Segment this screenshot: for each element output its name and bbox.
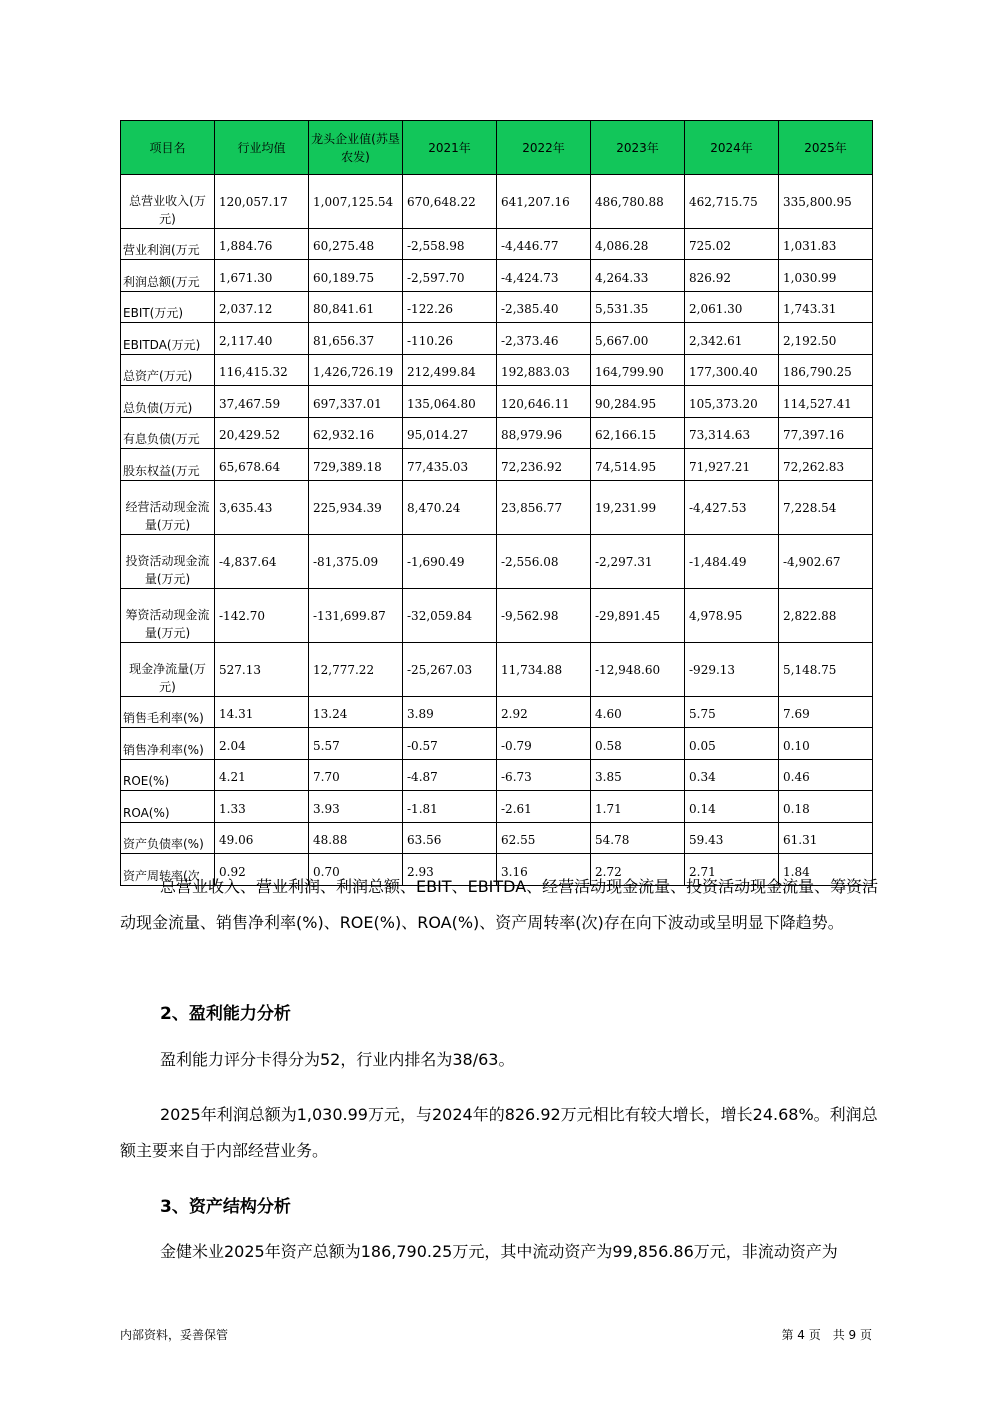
table-cell: -4.87 bbox=[403, 760, 497, 791]
table-cell: 3.85 bbox=[591, 760, 685, 791]
column-header: 2023年 bbox=[591, 121, 685, 175]
asset-structure-paragraph: 金健米业2025年资产总额为186,790.25万元，其中流动资产为99,856.86万元，非流动资产为 bbox=[160, 1242, 838, 1261]
table-cell: 72,262.83 bbox=[779, 449, 873, 481]
profit-total-paragraph: 2025年利润总额为1,030.99万元，与2024年的826.92万元相比有较大增长，增长24.68%。利润总额主要来自于内部经营业务。 bbox=[120, 1105, 878, 1160]
table-cell: -29,891.45 bbox=[591, 589, 685, 643]
table-cell: 729,389.18 bbox=[309, 449, 403, 481]
table-cell: 4,264.33 bbox=[591, 260, 685, 292]
table-cell: 0.18 bbox=[779, 791, 873, 823]
table-cell: 697,337.01 bbox=[309, 386, 403, 418]
table-cell: 2.71 bbox=[685, 854, 779, 886]
row-label: 营业利润(万元 bbox=[121, 229, 215, 260]
table-cell: 1,031.83 bbox=[779, 229, 873, 260]
table-cell: -6.73 bbox=[497, 760, 591, 791]
table-row bbox=[121, 823, 873, 854]
table-cell: 164,799.90 bbox=[591, 355, 685, 386]
table-cell: 225,934.39 bbox=[309, 481, 403, 535]
table-cell: 12,777.22 bbox=[309, 643, 403, 697]
section-heading-asset-structure: 3、资产结构分析 bbox=[160, 1197, 291, 1217]
table-cell: 4,086.28 bbox=[591, 229, 685, 260]
table-cell: 3.93 bbox=[309, 791, 403, 823]
table-cell: 77,435.03 bbox=[403, 449, 497, 481]
table-cell: 641,207.16 bbox=[497, 175, 591, 229]
table-cell: -1,484.49 bbox=[685, 535, 779, 589]
table-cell: 2.04 bbox=[215, 728, 309, 760]
column-header: 2022年 bbox=[497, 121, 591, 175]
table-cell: 1,007,125.54 bbox=[309, 175, 403, 229]
table-cell: 74,514.95 bbox=[591, 449, 685, 481]
table-cell: 486,780.88 bbox=[591, 175, 685, 229]
table-cell: 135,064.80 bbox=[403, 386, 497, 418]
row-label: ROE(%) bbox=[121, 760, 215, 791]
column-header: 项目名 bbox=[121, 121, 215, 175]
table-cell: 5,148.75 bbox=[779, 643, 873, 697]
table-cell: 2,192.50 bbox=[779, 323, 873, 355]
table-cell: 80,841.61 bbox=[309, 292, 403, 323]
table-cell: 725.02 bbox=[685, 229, 779, 260]
table-cell: -122.26 bbox=[403, 292, 497, 323]
table-cell: 88,979.96 bbox=[497, 418, 591, 449]
profitability-score-paragraph: 盈利能力评分卡得分为52，行业内排名为38/63。 bbox=[160, 1050, 515, 1069]
table-row bbox=[121, 728, 873, 760]
table-row bbox=[121, 589, 873, 643]
table-row bbox=[121, 386, 873, 418]
column-header: 2024年 bbox=[685, 121, 779, 175]
row-label: 总负债(万元) bbox=[121, 386, 215, 418]
table-cell: 0.46 bbox=[779, 760, 873, 791]
table-cell: 49.06 bbox=[215, 823, 309, 854]
table-cell: 11,734.88 bbox=[497, 643, 591, 697]
table-cell: 59.43 bbox=[685, 823, 779, 854]
column-header: 行业均值 bbox=[215, 121, 309, 175]
table-cell: 212,499.84 bbox=[403, 355, 497, 386]
table-cell: -2,385.40 bbox=[497, 292, 591, 323]
table-cell: 23,856.77 bbox=[497, 481, 591, 535]
table-cell: 61.31 bbox=[779, 823, 873, 854]
table-cell: -2,556.08 bbox=[497, 535, 591, 589]
table-cell: 5,531.35 bbox=[591, 292, 685, 323]
table-row bbox=[121, 697, 873, 728]
table-cell: 2.92 bbox=[497, 697, 591, 728]
table-cell: 1.84 bbox=[779, 854, 873, 886]
table-cell: 2,117.40 bbox=[215, 323, 309, 355]
table-cell: -4,837.64 bbox=[215, 535, 309, 589]
table-cell: -4,446.77 bbox=[497, 229, 591, 260]
table-cell: 73,314.63 bbox=[685, 418, 779, 449]
table-cell: 120,057.17 bbox=[215, 175, 309, 229]
table-cell: 62,166.15 bbox=[591, 418, 685, 449]
column-header: 2021年 bbox=[403, 121, 497, 175]
table-cell: 3.89 bbox=[403, 697, 497, 728]
table-cell: 7.70 bbox=[309, 760, 403, 791]
table-cell: 62.55 bbox=[497, 823, 591, 854]
table-cell: 5.75 bbox=[685, 697, 779, 728]
table-cell: 0.92 bbox=[215, 854, 309, 886]
table-row bbox=[121, 535, 873, 589]
table-cell: 4.21 bbox=[215, 760, 309, 791]
table-cell: 4,978.95 bbox=[685, 589, 779, 643]
table-cell: 2.93 bbox=[403, 854, 497, 886]
table-cell: 54.78 bbox=[591, 823, 685, 854]
row-label: EBIT(万元) bbox=[121, 292, 215, 323]
table-cell: 116,415.32 bbox=[215, 355, 309, 386]
table-row bbox=[121, 449, 873, 481]
table-cell: 0.58 bbox=[591, 728, 685, 760]
table-cell: -12,948.60 bbox=[591, 643, 685, 697]
table-cell: 62,932.16 bbox=[309, 418, 403, 449]
table-cell: 0.34 bbox=[685, 760, 779, 791]
section-heading-profitability: 2、盈利能力分析 bbox=[160, 1004, 291, 1024]
table-cell: -2,297.31 bbox=[591, 535, 685, 589]
table-cell: -4,427.53 bbox=[685, 481, 779, 535]
table-row bbox=[121, 292, 873, 323]
summary-paragraph: 总营业收入、营业利润、利润总额、EBIT、EBITDA、经营活动现金流量、投资活动现金流量、筹资活动现金流量、销售净利率(%)、ROE(%)、ROA(%)、资产周转率(次)存在向下波动或呈明显下降趋势。 bbox=[120, 877, 879, 932]
table-cell: 2,342.61 bbox=[685, 323, 779, 355]
row-label: 利润总额(万元 bbox=[121, 260, 215, 292]
table-cell: 186,790.25 bbox=[779, 355, 873, 386]
row-label: 销售净利率(%) bbox=[121, 728, 215, 760]
footer-confidential: 内部资料，妥善保管 bbox=[120, 1328, 229, 1342]
table-cell: 72,236.92 bbox=[497, 449, 591, 481]
table-cell: -0.57 bbox=[403, 728, 497, 760]
table-cell: 3,635.43 bbox=[215, 481, 309, 535]
table-row bbox=[121, 323, 873, 355]
table-cell: 2.72 bbox=[591, 854, 685, 886]
table-cell: 1,030.99 bbox=[779, 260, 873, 292]
row-label: 资产周转率(次 bbox=[121, 854, 215, 886]
table-row bbox=[121, 229, 873, 260]
table-cell: 4.60 bbox=[591, 697, 685, 728]
table-row bbox=[121, 643, 873, 697]
table-cell: 63.56 bbox=[403, 823, 497, 854]
table-cell: 7,228.54 bbox=[779, 481, 873, 535]
table-cell: 19,231.99 bbox=[591, 481, 685, 535]
table-cell: 81,656.37 bbox=[309, 323, 403, 355]
table-cell: 0.14 bbox=[685, 791, 779, 823]
row-label: 经营活动现金流量(万元) bbox=[121, 481, 215, 535]
row-label: 投资活动现金流量(万元) bbox=[121, 535, 215, 589]
table-row bbox=[121, 418, 873, 449]
footer-page-number: 第 4 页 共 9 页 bbox=[781, 1328, 872, 1342]
table-cell: 670,648.22 bbox=[403, 175, 497, 229]
table-cell: -2.61 bbox=[497, 791, 591, 823]
column-header: 龙头企业值(苏垦农发) bbox=[309, 121, 403, 175]
table-cell: 65,678.64 bbox=[215, 449, 309, 481]
table-cell: 826.92 bbox=[685, 260, 779, 292]
table-row bbox=[121, 175, 873, 229]
table-cell: -1,690.49 bbox=[403, 535, 497, 589]
table-cell: 37,467.59 bbox=[215, 386, 309, 418]
table-cell: 95,014.27 bbox=[403, 418, 497, 449]
column-header: 2025年 bbox=[779, 121, 873, 175]
row-label: 总资产(万元) bbox=[121, 355, 215, 386]
table-row bbox=[121, 791, 873, 823]
table-cell: 1,426,726.19 bbox=[309, 355, 403, 386]
table-cell: -131,699.87 bbox=[309, 589, 403, 643]
table-cell: 0.05 bbox=[685, 728, 779, 760]
row-label: EBITDA(万元) bbox=[121, 323, 215, 355]
table-row bbox=[121, 355, 873, 386]
table-cell: 3.16 bbox=[497, 854, 591, 886]
table-cell: 2,061.30 bbox=[685, 292, 779, 323]
table-cell: -2,597.70 bbox=[403, 260, 497, 292]
table-cell: -929.13 bbox=[685, 643, 779, 697]
row-label: 有息负债(万元 bbox=[121, 418, 215, 449]
table-header-row bbox=[121, 121, 873, 175]
table-cell: 1,671.30 bbox=[215, 260, 309, 292]
table-cell: 48.88 bbox=[309, 823, 403, 854]
table-cell: 71,927.21 bbox=[685, 449, 779, 481]
table-cell: 5,667.00 bbox=[591, 323, 685, 355]
table-cell: 1,743.31 bbox=[779, 292, 873, 323]
table-cell: 462,715.75 bbox=[685, 175, 779, 229]
row-label: 销售毛利率(%) bbox=[121, 697, 215, 728]
table-cell: 8,470.24 bbox=[403, 481, 497, 535]
table-cell: 1.71 bbox=[591, 791, 685, 823]
table-cell: -81,375.09 bbox=[309, 535, 403, 589]
row-label: 股东权益(万元 bbox=[121, 449, 215, 481]
table-cell: -142.70 bbox=[215, 589, 309, 643]
table-cell: 1,884.76 bbox=[215, 229, 309, 260]
table-cell: -1.81 bbox=[403, 791, 497, 823]
table-cell: 60,275.48 bbox=[309, 229, 403, 260]
table-cell: 335,800.95 bbox=[779, 175, 873, 229]
table-cell: 527.13 bbox=[215, 643, 309, 697]
table-cell: 77,397.16 bbox=[779, 418, 873, 449]
table-cell: 0.70 bbox=[309, 854, 403, 886]
row-label: 现金净流量(万元) bbox=[121, 643, 215, 697]
table-cell: -0.79 bbox=[497, 728, 591, 760]
table-cell: -25,267.03 bbox=[403, 643, 497, 697]
table-row bbox=[121, 260, 873, 292]
row-label: ROA(%) bbox=[121, 791, 215, 823]
table-cell: -4,424.73 bbox=[497, 260, 591, 292]
table-cell: 90,284.95 bbox=[591, 386, 685, 418]
table-cell: 0.10 bbox=[779, 728, 873, 760]
table-cell: 105,373.20 bbox=[685, 386, 779, 418]
table-cell: 2,822.88 bbox=[779, 589, 873, 643]
table-cell: 2,037.12 bbox=[215, 292, 309, 323]
row-label: 筹资活动现金流量(万元) bbox=[121, 589, 215, 643]
table-cell: 192,883.03 bbox=[497, 355, 591, 386]
financial-table bbox=[120, 120, 873, 886]
table-cell: 7.69 bbox=[779, 697, 873, 728]
table-cell: -110.26 bbox=[403, 323, 497, 355]
table-cell: -2,558.98 bbox=[403, 229, 497, 260]
table-cell: 177,300.40 bbox=[685, 355, 779, 386]
table-cell: 13.24 bbox=[309, 697, 403, 728]
table-cell: 1.33 bbox=[215, 791, 309, 823]
table-cell: -2,373.46 bbox=[497, 323, 591, 355]
row-label: 总营业收入(万元) bbox=[121, 175, 215, 229]
table-body bbox=[121, 175, 873, 886]
table-cell: 120,646.11 bbox=[497, 386, 591, 418]
table-cell: -32,059.84 bbox=[403, 589, 497, 643]
table-cell: 14.31 bbox=[215, 697, 309, 728]
table-cell: 114,527.41 bbox=[779, 386, 873, 418]
table-cell: -4,902.67 bbox=[779, 535, 873, 589]
table-row bbox=[121, 481, 873, 535]
table-row bbox=[121, 760, 873, 791]
table-cell: 60,189.75 bbox=[309, 260, 403, 292]
table-cell: -9,562.98 bbox=[497, 589, 591, 643]
table-cell: 5.57 bbox=[309, 728, 403, 760]
row-label: 资产负债率(%) bbox=[121, 823, 215, 854]
table-cell: 20,429.52 bbox=[215, 418, 309, 449]
